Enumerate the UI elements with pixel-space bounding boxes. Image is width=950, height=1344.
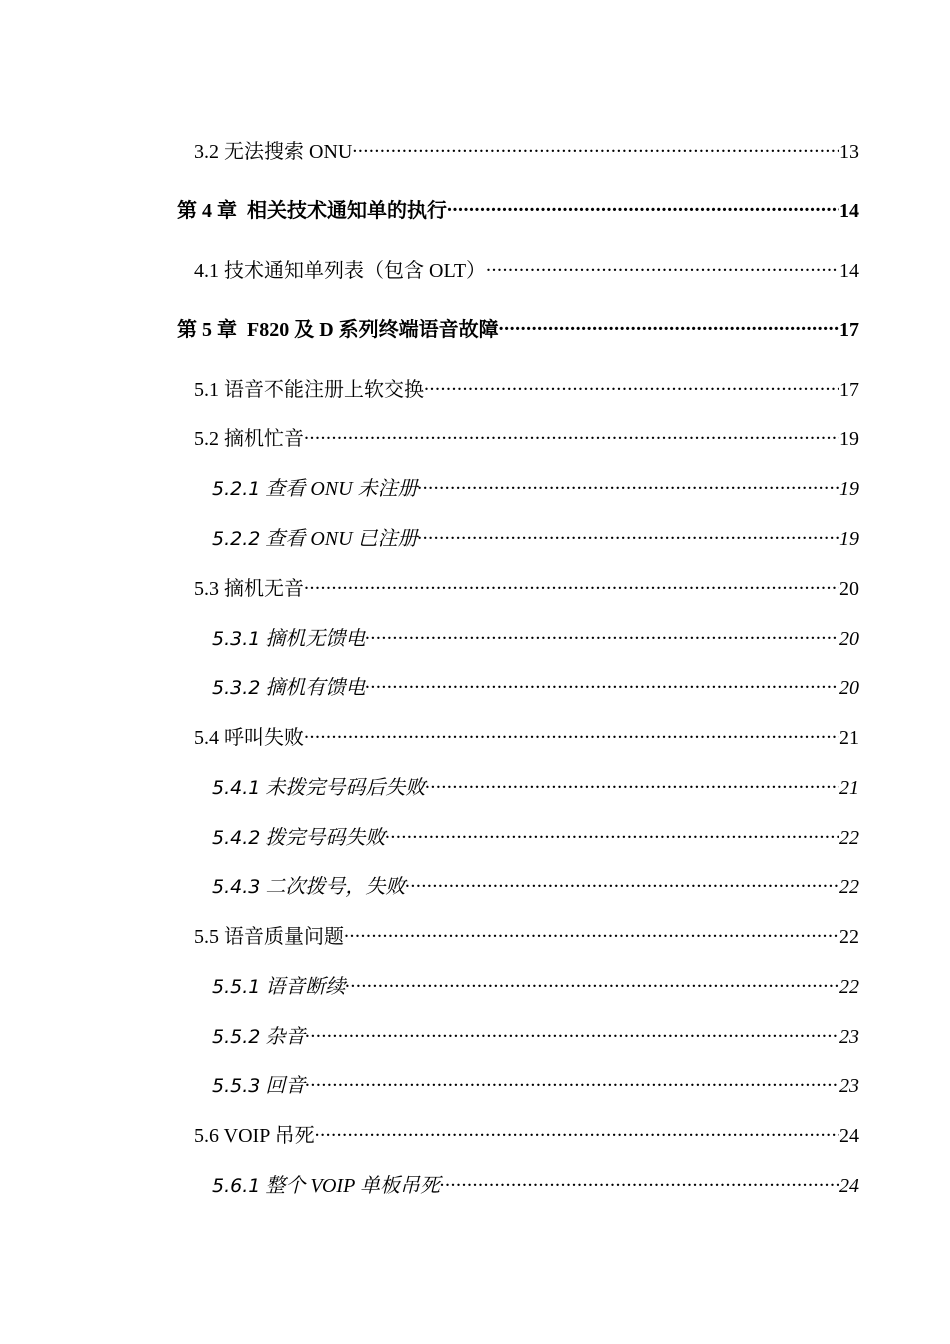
toc-entry[interactable] [194,923,859,949]
toc-entry-page: 19 [839,428,859,450]
toc-entry-number: 5.5.3 [212,1075,261,1097]
toc-entry-number: 5.4.3 [212,876,261,898]
toc-entry-number: 5.4 [194,727,219,749]
dot-leader [447,197,839,217]
toc-entry[interactable] [212,475,859,501]
toc-entry-page: 22 [839,976,859,998]
toc-entry-title: 杂音 [265,1026,306,1048]
toc-entry-title: 二次拨号，失败 [265,876,406,898]
toc-entry-page: 24 [839,1175,859,1197]
toc-entry-title: F820 及 D 系列终端语音故障 [247,319,499,341]
toc-entry[interactable] [177,316,859,342]
dot-leader [405,873,839,893]
toc-entry[interactable] [194,376,859,402]
dot-leader [440,1172,839,1192]
toc-entry[interactable] [194,575,859,601]
dot-leader [315,1122,839,1142]
toc-entry[interactable] [212,674,859,700]
toc-entry-number: 5.1 [194,379,219,401]
toc-entry-number: 3.2 [194,141,219,163]
toc-entry-title: 相关技术通知单的执行 [247,200,447,222]
toc-entry-page: 20 [839,677,859,699]
toc-entry-page: 14 [839,260,859,282]
toc-entry-page: 21 [839,727,859,749]
toc-entry-title: 呼叫失败 [224,727,304,749]
toc-entry-title: 摘机无音 [224,578,304,600]
toc-entry-title: 摘机有馈电 [265,677,366,699]
toc-entry-number: 5.5.2 [212,1026,261,1048]
toc-entry[interactable] [194,138,859,164]
toc-entry-page: 19 [839,478,859,500]
toc-entry-page: 13 [839,141,859,163]
dot-leader [385,824,839,844]
dot-leader [418,525,839,545]
dot-leader [305,1023,839,1043]
toc-entry[interactable] [212,1072,859,1098]
dot-leader [424,376,839,396]
dot-leader [486,257,839,277]
toc-entry[interactable] [194,1122,859,1148]
dot-leader [365,674,839,694]
toc-entry-number: 第 5 章 [177,319,237,341]
toc-entry[interactable] [212,1172,859,1198]
dot-leader [304,425,839,445]
toc-entry-number: 5.6 [194,1125,219,1147]
toc-entry-number: 5.3.2 [212,677,261,699]
toc-entry-number: 5.2.1 [212,478,261,500]
dot-leader [344,923,839,943]
toc-entry-title: 整个 VOIP 单板吊死 [265,1175,440,1197]
toc-entry-number: 5.5 [194,926,219,948]
toc-entry-title: 语音不能注册上软交换 [224,379,424,401]
toc-entry-title: 未拨完号码后失败 [265,777,426,799]
toc-entry-page: 20 [839,578,859,600]
toc-entry-title: 查看 ONU 已注册 [265,528,418,550]
dot-leader [418,475,839,495]
toc-entry-title: VOIP 吊死 [223,1125,315,1147]
toc-entry-page: 22 [839,926,859,948]
toc-entry-number: 4.1 [194,260,219,282]
toc-entry-title: 拨完号码失败 [265,827,386,849]
dot-leader [365,625,839,645]
dot-leader [352,138,839,158]
toc-entry-page: 17 [839,319,859,341]
toc-entry-number: 5.6.1 [212,1175,261,1197]
toc-entry-number: 5.2 [194,428,219,450]
toc-entry-page: 19 [839,528,859,550]
toc-entry[interactable] [212,1023,859,1049]
toc-entry[interactable] [194,425,859,451]
toc-entry-page: 22 [839,827,859,849]
toc-entry-title: 技术通知单列表（包含 OLT） [224,260,487,282]
toc-entry-page: 14 [839,200,859,222]
toc-entry-page: 23 [839,1026,859,1048]
toc-entry[interactable] [212,873,859,899]
dot-leader [425,774,839,794]
toc-entry-number: 第 4 章 [177,200,237,222]
toc-entry-title: 查看 ONU 未注册 [265,478,418,500]
toc-entry[interactable] [212,774,859,800]
dot-leader [304,575,839,595]
toc-entry-title: 摘机无馈电 [265,628,366,650]
toc-entry[interactable] [177,197,859,223]
toc-entry[interactable] [212,824,859,850]
toc-entry-page: 17 [839,379,859,401]
toc-entry[interactable] [212,973,859,999]
toc-entry-title: 语音断续 [265,976,346,998]
toc-entry-page: 21 [839,777,859,799]
toc-entry[interactable] [194,724,859,750]
toc-entry-number: 5.3 [194,578,219,600]
dot-leader [304,724,839,744]
toc-entry-number: 5.3.1 [212,628,261,650]
dot-leader [305,1072,839,1092]
toc-entry-title: 回音 [265,1075,306,1097]
toc-entry-page: 23 [839,1075,859,1097]
toc-entry-page: 20 [839,628,859,650]
toc-entry[interactable] [212,625,859,651]
toc-entry-number: 5.5.1 [212,976,261,998]
toc-entry-page: 22 [839,876,859,898]
toc-entry-title: 语音质量问题 [224,926,344,948]
toc-entry-number: 5.4.1 [212,777,261,799]
toc-entry-title: 摘机忙音 [224,428,304,450]
toc-entry-title: 无法搜索 ONU [224,141,353,163]
dot-leader [345,973,839,993]
toc-entry[interactable] [194,257,859,283]
toc-entry-number: 5.4.2 [212,827,261,849]
toc-entry-number: 5.2.2 [212,528,261,550]
dot-leader [499,316,839,336]
toc-entry[interactable] [212,525,859,551]
toc-entry-page: 24 [839,1125,859,1147]
